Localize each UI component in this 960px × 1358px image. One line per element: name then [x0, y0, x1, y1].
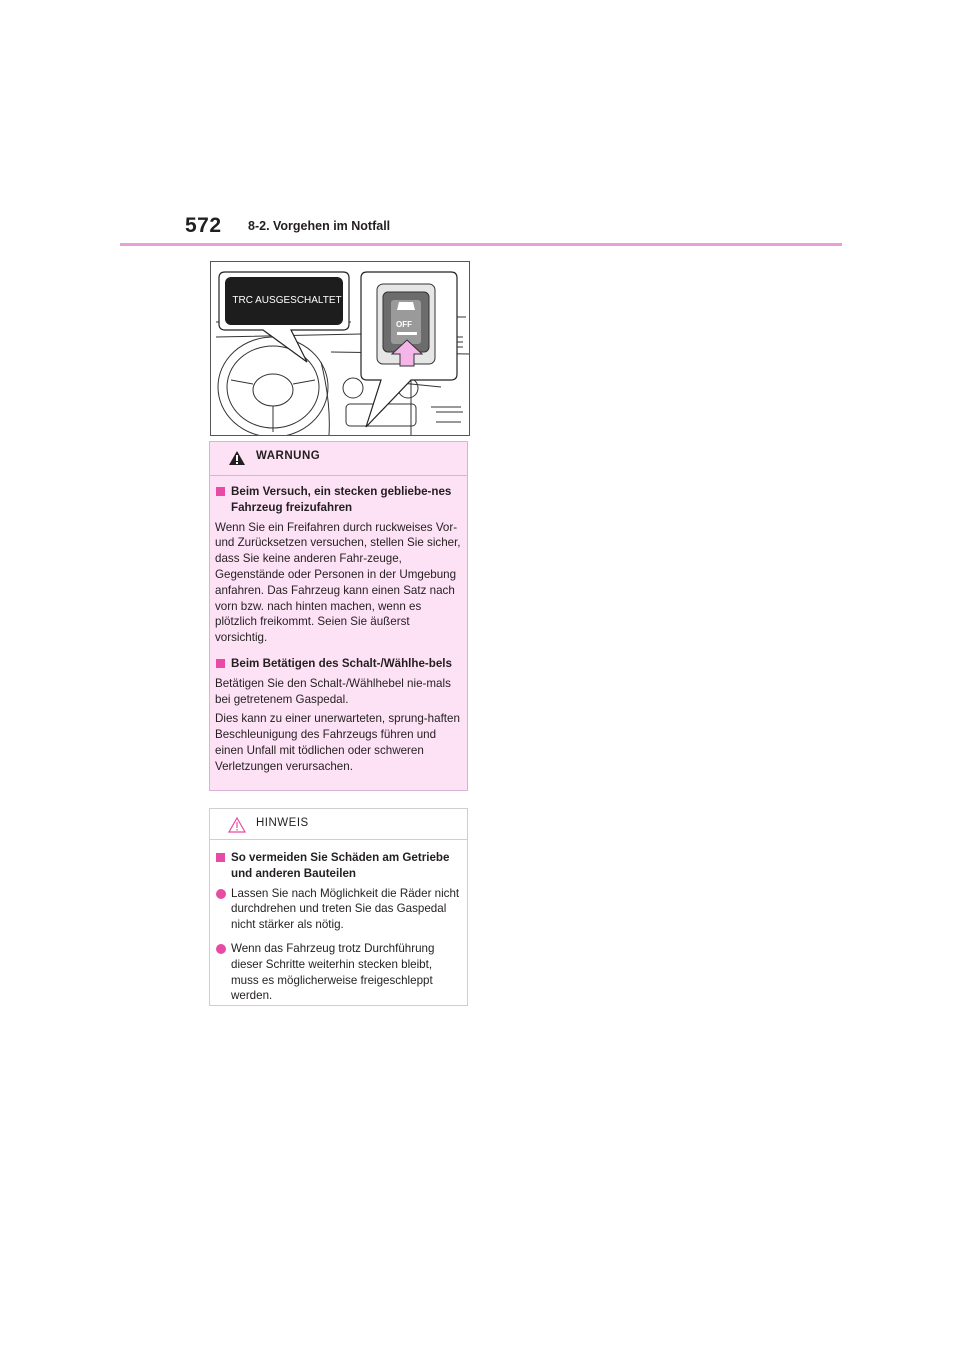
notice-header — [210, 809, 467, 840]
square-bullet-icon — [216, 487, 225, 496]
warning-paragraph: Betätigen Sie den Schalt-/Wählhebel nie-mals bei getretenem Gaspedal. — [215, 676, 451, 706]
notice-bullet — [215, 886, 462, 933]
round-bullet-icon — [216, 944, 226, 954]
warning-paragraph: Dies kann zu einer unerwarteten, sprung-haften Beschleunigung des Fahrzeugs führen und einen Unfall mit tödlichen oder schweren Verletzungen verursachen. — [215, 712, 460, 773]
warning-item-heading — [215, 656, 462, 672]
round-bullet-icon — [216, 889, 226, 899]
header-rule — [120, 243, 842, 246]
dashboard-drawing — [211, 262, 469, 435]
warning-item-heading-text: Beim Betätigen des Schalt-/Wählhe-bels — [231, 656, 452, 670]
section-title: 8-2. Vorgehen im Notfall — [248, 219, 391, 233]
warning-item-heading-text: Beim Versuch, ein stecken gebliebe-nes Fahrzeug freizufahren — [231, 485, 452, 514]
square-bullet-icon — [216, 659, 225, 668]
page-number: 572 — [185, 214, 222, 237]
caution-outline-icon — [228, 817, 246, 833]
notice-bullet-text: Wenn das Fahrzeug trotz Durchführung dieser Schritte weiterhin stecken bleibt, muss es möglicherweise freigeschleppt werden. — [231, 941, 435, 1003]
warning-paragraph: Wenn Sie ein Freifahren durch ruckweises Vor- und Zurücksetzen versuchen, stellen Sie sicher, dass Sie keine anderen Fahr-zeuge, Gegenstände oder Personen in der Umgebung anfahren. Das Fahrzeug kann einen Satz nach vorn bzw. nach hinten machen, wenn es plötzlich freikommt. Seien Sie äußerst vorsichtig. — [215, 520, 461, 645]
trc-off-display-text: TRC AUSGESCHALTET — [232, 295, 342, 306]
warning-title: WARNUNG — [256, 450, 321, 462]
warning-header — [210, 442, 467, 476]
notice-heading-text: So vermeiden Sie Schäden am Getriebe und anderen Bauteilen — [231, 851, 450, 880]
warning-icon — [228, 450, 246, 466]
square-bullet-icon — [216, 853, 225, 862]
trc-off-illustration — [210, 261, 470, 436]
trc-off-button-label: OFF — [396, 320, 412, 329]
warning-item-heading — [215, 484, 462, 516]
notice-title: HINWEIS — [256, 817, 309, 829]
warning-box — [209, 441, 468, 791]
notice-heading — [215, 850, 462, 882]
notice-box — [209, 808, 468, 1006]
notice-bullet — [215, 941, 462, 1004]
notice-bullet-text: Lassen Sie nach Möglichkeit die Räder nicht durchdrehen und treten Sie das Gaspedal nicht stärker als nötig. — [231, 886, 460, 932]
